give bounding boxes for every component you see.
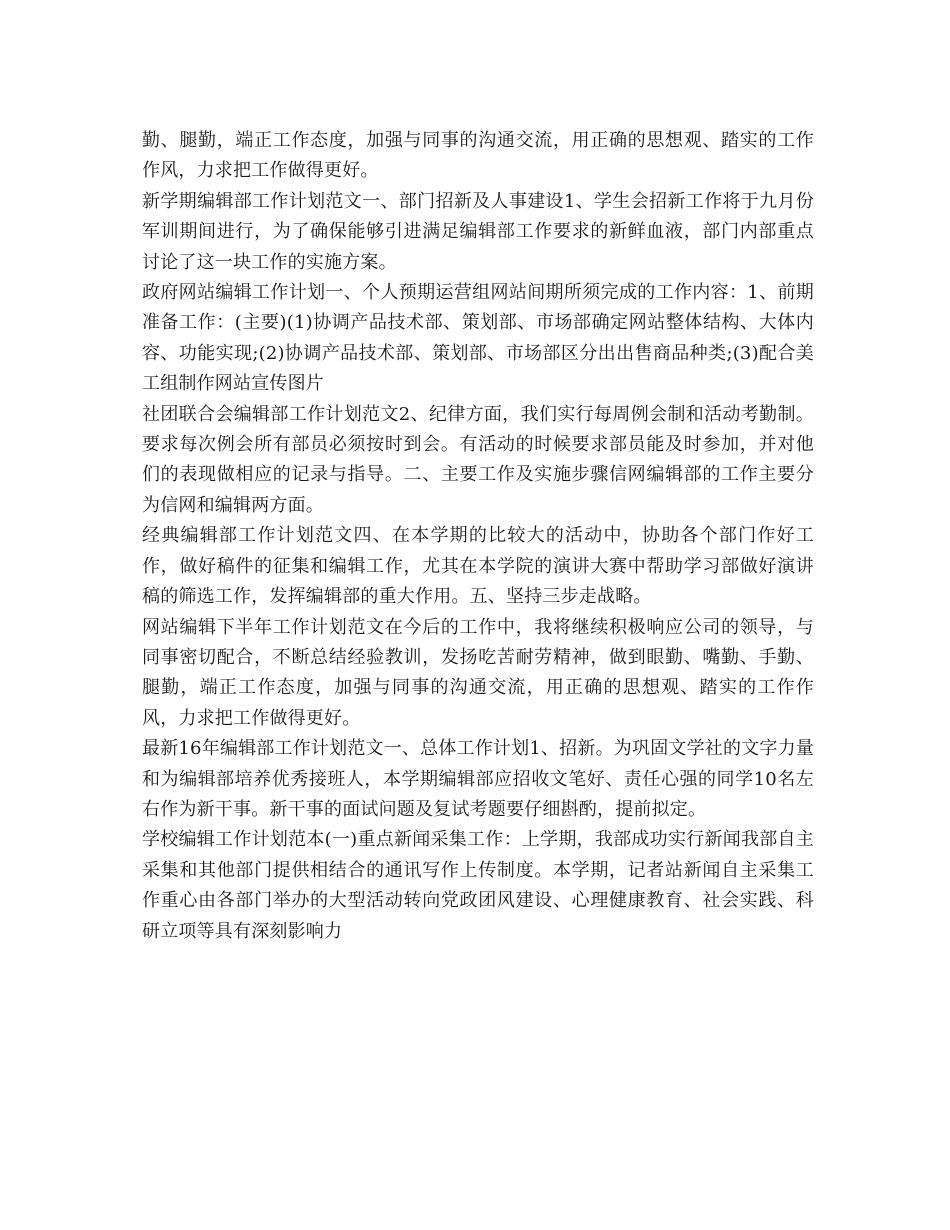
paragraph-4: 社团联合会编辑部工作计划范文2、纪律方面，我们实行每周例会制和活动考勤制。要求每次例会所有部员必须按时到会。有活动的时候要求部员能及时参加，并对他们的表现做相应的记录与指导。二、主要工作及实施步骤信网编辑部的工作主要分为信网和编辑两方面。 <box>142 403 814 516</box>
paragraph-3: 政府网站编辑工作计划一、个人预期运营组网站间期所须完成的工作内容：1、前期准备工作：(主要)(1)协调产品技术部、策划部、市场部确定网站整体结构、大体内容、功能实现;(2)协调产品技术部、策划部、市场部区分出出售商品种类;(3)配合美工组制作网站宣传图片 <box>142 282 814 395</box>
paragraph-2: 新学期编辑部工作计划范文一、部门招新及人事建设1、学生会招新工作将于九月份军训期间进行，为了确保能够引进满足编辑部工作要求的新鲜血液，部门内部重点讨论了这一块工作的实施方案。 <box>142 190 814 273</box>
paragraph-1: 勤、腿勤，端正工作态度，加强与同事的沟通交流，用正确的思想观、踏实的工作作风，力求把工作做得更好。 <box>142 130 814 182</box>
paragraph-8: 学校编辑工作计划范本(一)重点新闻采集工作：上学期，我部成功实行新闻我部自主采集和其他部门提供相结合的通讯写作上传制度。本学期，记者站新闻自主采集工作重心由各部门举办的大型活动转向党政团风建设、心理健康教育、社会实践、科研立项等具有深刻影响力 <box>142 829 814 942</box>
paragraph-5: 经典编辑部工作计划范文四、在本学期的比较大的活动中，协助各个部门作好工作，做好稿件的征集和编辑工作，尤其在本学院的演讲大赛中帮助学习部做好演讲稿的筛选工作，发挥编辑部的重大作用。五、坚持三步走战略。 <box>142 525 814 608</box>
paragraph-6: 网站编辑下半年工作计划范文在今后的工作中，我将继续积极响应公司的领导，与同事密切配合，不断总结经验教训，发扬吃苦耐劳精神，做到眼勤、嘴勤、手勤、腿勤，端正工作态度，加强与同事的沟通交流，用正确的思想观、踏实的工作作风，力求把工作做得更好。 <box>142 616 814 729</box>
paragraph-7: 最新16年编辑部工作计划范文一、总体工作计划1、招新。为巩固文学社的文字力量和为编辑部培养优秀接班人，本学期编辑部应招收文笔好、责任心强的同学10名左右作为新干事。新干事的面试问题及复试考题要仔细斟酌，提前拟定。 <box>142 738 814 820</box>
document-body <box>142 126 814 947</box>
